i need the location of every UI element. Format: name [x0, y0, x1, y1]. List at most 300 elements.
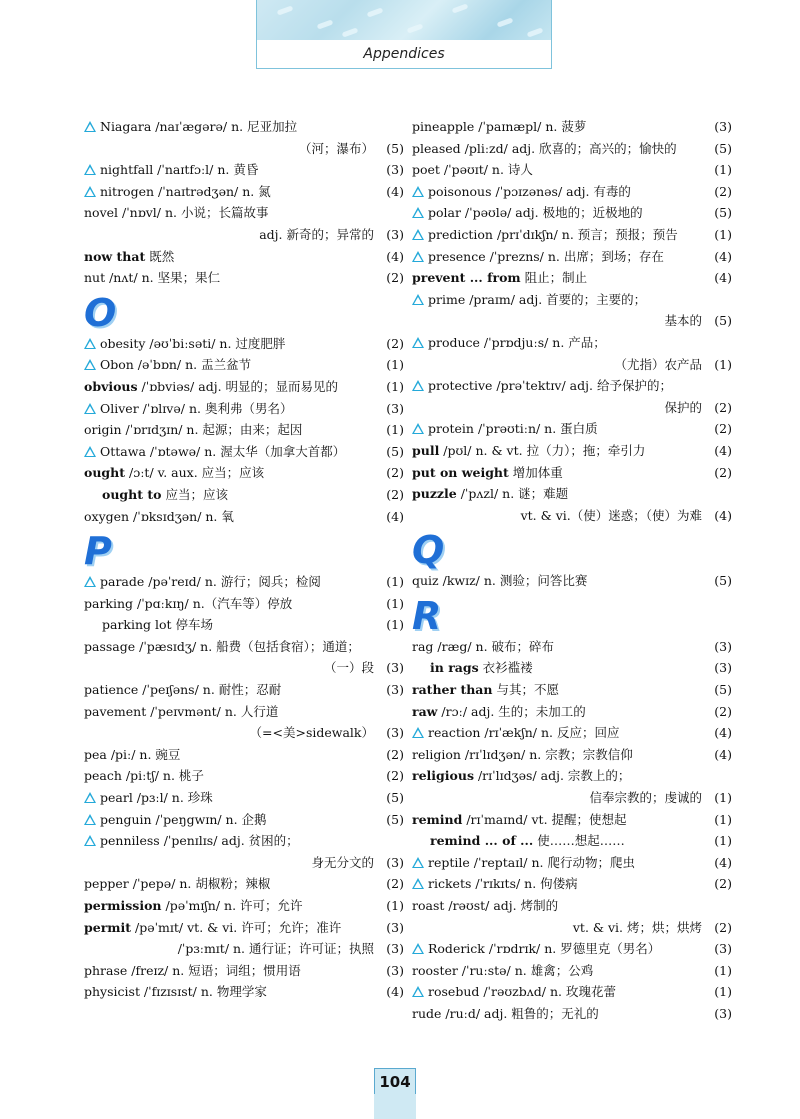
entry-definition: penniless /ˈpenɪlɪs/ adj. 贫困的；: [100, 833, 299, 849]
glossary-entry: [84, 571, 404, 593]
triangle-marker-icon: [412, 207, 424, 218]
entry-text: [311, 852, 374, 874]
entry-text: [412, 809, 627, 831]
triangle-marker-icon: [412, 878, 424, 889]
entry-text: [299, 138, 374, 160]
glossary-entry: [84, 593, 404, 615]
entry-text: [412, 1003, 599, 1025]
entry-text: [84, 441, 345, 463]
entry-text: [84, 765, 204, 787]
glossary-entry: [412, 1003, 732, 1025]
entry-text: [84, 917, 341, 939]
page-header: [256, 0, 552, 69]
entry-text: [178, 938, 374, 960]
entry-unit-number: (2): [714, 876, 732, 892]
entry-headword: pull: [412, 442, 440, 458]
entry-definition: parking lot 停车场: [102, 617, 214, 633]
entry-text: [412, 418, 598, 440]
entry-definition: novel /ˈnɒvl/ n. 小说；长篇故事: [84, 205, 269, 221]
glossary-entry: [84, 419, 404, 441]
entry-definition: 基本的: [664, 313, 702, 329]
entry-unit-number: (1): [386, 898, 404, 913]
entry-text: [412, 981, 616, 1003]
entry-definition: （河；瀑布）: [298, 140, 374, 156]
glossary-entry: [412, 830, 732, 852]
entry-unit-number: (2): [714, 464, 732, 480]
entry-text: [412, 852, 635, 874]
triangle-marker-icon: [84, 186, 96, 197]
triangle-marker-icon: [84, 446, 96, 457]
entry-definition: 与其；不愿: [492, 682, 559, 698]
entry-text: [84, 202, 268, 224]
entry-text: [412, 289, 646, 311]
entry-headword: obvious: [84, 378, 138, 394]
entry-unit-number: (3): [386, 660, 404, 676]
glossary-entry: [412, 418, 732, 440]
entry-unit-number: (1): [714, 984, 732, 1000]
entry-definition: /ˈpɜːmɪt/ n. 通行证；许可证；执照: [177, 941, 374, 957]
glossary-entry: [84, 398, 404, 420]
glossary-entry: [84, 701, 404, 723]
entry-text: [84, 895, 303, 917]
entry-definition: peach /piːtʃ/ n. 桃子: [84, 768, 204, 784]
glossary-entry: [412, 440, 732, 462]
entry-text: [84, 398, 292, 420]
entry-definition: rosebud /ˈrəʊzbʌd/ n. 玫瑰花蕾: [428, 984, 616, 1000]
entry-unit-number: (3): [386, 226, 404, 242]
entry-text: [84, 960, 301, 982]
entry-definition: （尤指）农产品: [614, 356, 702, 372]
glossary-entry: [84, 484, 404, 506]
entry-definition: 使……想起……: [533, 833, 625, 849]
entry-unit-number: (1): [714, 962, 732, 978]
entry-definition: /pʊl/ n. & vt. 拉（力）；拖；牵引力: [439, 442, 646, 458]
triangle-marker-icon: [412, 943, 424, 954]
entry-unit-number: (1): [714, 356, 732, 372]
entry-headword: remind ... of ...: [430, 833, 534, 849]
triangle-marker-icon: [412, 294, 424, 305]
entry-unit-number: (2): [386, 486, 404, 502]
entry-definition: reptile /ˈreptaɪl/ n. 爬行动物；爬虫: [428, 854, 635, 870]
glossary-entry: [84, 679, 404, 701]
entry-definition: /ɔːt/ v. aux. 应当；应该: [125, 465, 265, 481]
glossary-entry: [84, 917, 404, 939]
entry-unit-number: (4): [386, 248, 404, 264]
glossary-entry: [412, 852, 732, 874]
entry-text: [412, 744, 633, 766]
triangle-marker-icon: [84, 359, 96, 370]
glossary-entry: [412, 765, 732, 787]
glossary-entry: [412, 462, 732, 484]
entry-unit-number: (1): [386, 378, 404, 394]
entry-definition: pepper /ˈpepə/ n. 胡椒粉；辣椒: [84, 876, 271, 892]
entry-definition: quiz /kwɪz/ n. 测验；问答比赛: [412, 573, 588, 589]
entry-definition: /rɪˈlɪdʒəs/ adj. 宗教上的；: [474, 768, 631, 784]
glossary-entry: [412, 917, 732, 939]
glossary-entry: [84, 873, 404, 895]
entry-text: [84, 809, 267, 831]
glossary-entry: [84, 787, 404, 809]
entry-unit-number: (4): [714, 248, 732, 264]
glossary-entry: [84, 636, 404, 658]
entry-text: [84, 593, 292, 615]
entry-unit-number: (3): [386, 941, 404, 957]
glossary-entry: [84, 354, 404, 376]
entry-text: [84, 376, 338, 398]
triangle-marker-icon: [412, 857, 424, 868]
entry-text: [521, 505, 702, 527]
entry-unit-number: (5): [386, 790, 404, 806]
triangle-marker-icon: [84, 403, 96, 414]
section-letter-text: O: [84, 290, 117, 335]
entry-unit-number: (3): [386, 919, 404, 935]
entry-headword: religious: [412, 768, 474, 784]
entry-definition: poet /ˈpəʊɪt/ n. 诗人: [412, 162, 533, 178]
entry-definition: patience /ˈpeɪʃəns/ n. 耐性；忍耐: [84, 682, 282, 698]
entry-text: [84, 571, 321, 593]
entry-unit-number: (5): [714, 573, 732, 589]
entry-unit-number: (1): [386, 422, 404, 438]
section-letter: [412, 526, 732, 573]
entry-definition: 应当；应该: [161, 486, 228, 502]
triangle-marker-icon: [84, 835, 96, 846]
entry-headword: rather than: [412, 682, 493, 698]
glossary-entry: [412, 354, 732, 376]
glossary-entry: [412, 159, 732, 181]
entry-headword: in rags: [430, 660, 479, 676]
entry-unit-number: (2): [386, 876, 404, 892]
entry-definition: origin /ˈɒrɪdʒɪn/ n. 起源；由来；起因: [84, 422, 303, 438]
triangle-marker-icon: [412, 380, 424, 391]
entry-unit-number: (3): [714, 941, 732, 957]
glossary-entry: [84, 809, 404, 831]
entry-definition: （=<美>sidewalk）: [249, 725, 374, 741]
glossary-entry: [84, 744, 404, 766]
glossary-entry: [412, 332, 732, 354]
entry-text: [84, 636, 360, 658]
glossary-entry: [412, 202, 732, 224]
entry-definition: nitrogen /ˈnaɪtrədʒən/ n. 氮: [100, 183, 271, 199]
glossary-entry: [412, 722, 732, 744]
entry-unit-number: (2): [386, 746, 404, 762]
entry-definition: reaction /rɪˈækʃn/ n. 反应；回应: [428, 725, 620, 741]
entry-text: [614, 354, 702, 376]
section-letter: [84, 289, 404, 333]
entry-definition: pearl /pɜːl/ n. 珍珠: [100, 790, 213, 806]
entry-text: [412, 224, 678, 246]
entry-definition: nightfall /ˈnaɪtfɔːl/ n. 黄昏: [100, 162, 259, 178]
entry-unit-number: (1): [714, 162, 732, 178]
entry-definition: roast /rəʊst/ adj. 烤制的: [412, 898, 559, 913]
entry-definition: /pəˈmɪt/ vt. & vi. 许可；允许；准许: [131, 919, 342, 935]
section-letter-text: Q: [412, 528, 445, 573]
glossary-entry: [412, 657, 732, 679]
entry-definition: adj. 新奇的；异常的: [259, 226, 374, 242]
glossary-entry: [84, 852, 404, 874]
glossary-entry: [84, 376, 404, 398]
entry-text: [412, 636, 554, 658]
entry-unit-number: (5): [386, 811, 404, 827]
glossary-entry: [84, 506, 404, 528]
entry-text: [412, 332, 606, 354]
entry-definition: protein /ˈprəʊtiːn/ n. 蛋白质: [428, 421, 598, 437]
entry-definition: 既然: [145, 248, 175, 264]
glossary-entry: [412, 181, 732, 203]
entry-headword: put on weight: [412, 464, 509, 480]
triangle-marker-icon: [412, 186, 424, 197]
entry-text: [589, 787, 702, 809]
entry-unit-number: (4): [714, 854, 732, 870]
entry-definition: rickets /ˈrɪkɪts/ n. 佝偻病: [428, 876, 578, 892]
entry-text: [573, 917, 702, 939]
entry-unit-number: (2): [714, 421, 732, 437]
glossary-entry: [412, 289, 732, 311]
glossary-entry: [412, 570, 732, 592]
entry-definition: penguin /ˈpeŋgwɪn/ n. 企鹅: [100, 811, 267, 827]
entry-definition: 信奉宗教的；虔诚的: [589, 790, 702, 806]
entry-definition: rag /ræg/ n. 破布；碎布: [412, 638, 555, 654]
section-letter-text: R: [412, 593, 442, 638]
glossary-entry: [412, 246, 732, 268]
glossary-entry: [412, 960, 732, 982]
glossary-entry: [412, 981, 732, 1003]
glossary-entry: [84, 159, 404, 181]
header-title: Appendices: [363, 46, 445, 62]
entry-definition: polar /ˈpəʊlə/ adj. 极地的；近极地的: [428, 205, 643, 221]
entry-text: [412, 679, 559, 701]
glossary-entry: [84, 224, 404, 246]
entry-definition: /ˈɒbviəs/ adj. 明显的；显而易见的: [137, 378, 339, 394]
entry-unit-number: (4): [386, 984, 404, 1000]
entry-text: [84, 267, 220, 289]
entry-definition: /rɔː/ adj. 生的；未加工的: [437, 703, 586, 719]
entry-definition: 衣衫褴褛: [478, 660, 533, 676]
entry-headword: permission: [84, 898, 162, 913]
entry-text: [84, 333, 285, 355]
entry-definition: （一）段: [323, 660, 374, 676]
entry-unit-number: (5): [714, 205, 732, 221]
glossary-entry: [84, 181, 404, 203]
entry-definition: /ˈpʌzl/ n. 谜；难题: [456, 486, 569, 502]
glossary-entry: [84, 333, 404, 355]
glossary-entry: [412, 938, 732, 960]
entry-unit-number: (2): [714, 919, 732, 935]
glossary-entry: [412, 224, 732, 246]
entry-unit-number: (1): [386, 357, 404, 373]
glossary-entry: [84, 765, 404, 787]
entry-definition: rooster /ˈruːstə/ n. 雄禽；公鸡: [412, 962, 594, 978]
entry-text: [412, 138, 677, 160]
entry-unit-number: (5): [714, 682, 732, 698]
entry-unit-number: (1): [386, 595, 404, 611]
entry-headword: ought to: [102, 486, 162, 502]
entry-unit-number: (2): [714, 183, 732, 199]
entry-text: [412, 116, 586, 138]
glossary-entry: [412, 116, 732, 138]
glossary-entry: [84, 830, 404, 852]
glossary-entry: [412, 505, 732, 527]
glossary-entry: [412, 397, 732, 419]
glossary-entry: [412, 701, 732, 723]
entry-unit-number: (3): [714, 1005, 732, 1021]
entry-text: [84, 506, 234, 528]
entry-text: [412, 375, 672, 397]
entry-definition: parking /ˈpɑːkɪŋ/ n.（汽车等）停放: [84, 595, 293, 611]
entry-unit-number: (5): [386, 443, 404, 459]
entry-text: [412, 570, 587, 592]
entry-text: [412, 159, 533, 181]
entry-text: [84, 354, 251, 376]
triangle-marker-icon: [84, 576, 96, 587]
glossary-entry: [412, 787, 732, 809]
entry-text: [84, 419, 302, 441]
section-letter: [412, 592, 732, 636]
glossary-column-left: [84, 116, 404, 1003]
entry-text: [259, 224, 374, 246]
entry-unit-number: (3): [386, 682, 404, 698]
section-letter-text: P: [84, 529, 112, 574]
entry-definition: Ottawa /ˈɒtəwə/ n. 渥太华（加拿大首都）: [100, 443, 346, 459]
entry-unit-number: (3): [386, 962, 404, 978]
triangle-marker-icon: [412, 229, 424, 240]
glossary-entry: [84, 267, 404, 289]
entry-definition: vt. & vi.（使）迷惑；（使）为难: [520, 507, 702, 523]
entry-headword: now that: [84, 248, 146, 264]
glossary-entry: [412, 138, 732, 160]
entry-text: [84, 159, 258, 181]
entry-definition: presence /ˈprezns/ n. 出席；到场；存在: [428, 248, 664, 264]
entry-unit-number: (5): [714, 140, 732, 156]
entry-unit-number: (4): [386, 508, 404, 524]
entry-unit-number: (2): [386, 270, 404, 286]
entry-text: [84, 830, 299, 852]
entry-unit-number: (3): [386, 400, 404, 416]
entry-unit-number: (5): [714, 313, 732, 329]
glossary-entry: [412, 310, 732, 332]
entry-unit-number: (4): [714, 725, 732, 741]
entry-definition: religion /rɪˈlɪdʒən/ n. 宗教；宗教信仰: [412, 746, 633, 762]
entry-text: [664, 310, 702, 332]
entry-definition: Niagara /naɪˈægərə/ n. 尼亚加拉: [100, 119, 298, 134]
entry-text: [84, 981, 267, 1003]
glossary-entry: [84, 441, 404, 463]
entry-unit-number: (4): [386, 183, 404, 199]
triangle-marker-icon: [412, 423, 424, 434]
entry-unit-number: (1): [714, 811, 732, 827]
glossary-entry: [84, 202, 404, 224]
page-number: 104: [374, 1068, 416, 1096]
glossary-entry: [84, 722, 404, 744]
entry-text: [84, 246, 174, 268]
triangle-marker-icon: [84, 121, 96, 132]
entry-text: [412, 246, 664, 268]
header-decoration: [257, 0, 551, 40]
entry-definition: Obon /əˈbɒn/ n. 盂兰盆节: [100, 357, 252, 373]
entry-text: [102, 484, 228, 506]
entry-headword: prevent ... from: [412, 270, 521, 286]
entry-headword: remind: [412, 811, 463, 827]
entry-text: [412, 960, 593, 982]
entry-headword: puzzle: [412, 486, 457, 502]
entry-text: [412, 267, 587, 289]
entry-text: [84, 744, 180, 766]
triangle-marker-icon: [412, 727, 424, 738]
glossary-entry: [412, 375, 732, 397]
entry-unit-number: (2): [386, 335, 404, 351]
entry-unit-number: (5): [386, 140, 404, 156]
entry-unit-number: (1): [714, 790, 732, 806]
entry-text: [84, 679, 281, 701]
entry-definition: rude /ruːd/ adj. 粗鲁的；无礼的: [412, 1005, 599, 1021]
entry-unit-number: (1): [714, 226, 732, 242]
entry-unit-number: (4): [714, 442, 732, 458]
glossary-entry: [84, 246, 404, 268]
glossary-entry: [84, 657, 404, 679]
glossary-entry: [412, 809, 732, 831]
entry-definition: 增加体重: [508, 464, 563, 480]
entry-definition: pleased /pliːzd/ adj. 欣喜的；高兴的；愉快的: [412, 140, 677, 156]
entry-definition: pavement /ˈpeɪvmənt/ n. 人行道: [84, 703, 279, 719]
entry-text: [430, 830, 625, 852]
entry-unit-number: (3): [386, 854, 404, 870]
entry-definition: prime /praɪm/ adj. 首要的；主要的；: [428, 291, 647, 307]
entry-definition: phrase /freɪz/ n. 短语；词组；惯用语: [84, 962, 301, 978]
entry-unit-number: (1): [386, 617, 404, 633]
entry-text: [412, 701, 586, 723]
triangle-marker-icon: [412, 337, 424, 348]
section-letter: [84, 527, 404, 574]
entry-unit-number: (3): [386, 162, 404, 178]
entry-text: [324, 657, 374, 679]
entry-text: [412, 873, 578, 895]
entry-unit-number: (3): [714, 638, 732, 654]
entry-definition: poisonous /ˈpɔɪzənəs/ adj. 有毒的: [428, 183, 631, 199]
glossary-entry: [412, 483, 732, 505]
glossary-entry: [84, 614, 404, 636]
entry-unit-number: (2): [714, 399, 732, 415]
entry-text: [412, 483, 568, 505]
entry-text: [412, 202, 643, 224]
triangle-marker-icon: [84, 792, 96, 803]
glossary-entry: [412, 267, 732, 289]
triangle-marker-icon: [412, 251, 424, 262]
entry-unit-number: (3): [714, 660, 732, 676]
entry-unit-number: (4): [714, 507, 732, 523]
entry-text: [84, 116, 297, 138]
entry-headword: permit: [84, 919, 132, 935]
glossary-entry: [412, 895, 732, 917]
entry-unit-number: (4): [714, 270, 732, 286]
entry-definition: pineapple /ˈpaɪnæpl/ n. 菠萝: [412, 119, 587, 134]
entry-text: [84, 873, 270, 895]
glossary-column-right: [412, 116, 732, 1025]
entry-definition: produce /ˈprɒdjuːs/ n. 产品；: [428, 334, 606, 350]
entry-unit-number: (2): [386, 465, 404, 481]
entry-text: [102, 614, 213, 636]
entry-text: [250, 722, 374, 744]
page-number-strip: [374, 1094, 416, 1119]
entry-unit-number: (2): [714, 703, 732, 719]
entry-text: [412, 765, 630, 787]
entry-text: [412, 895, 558, 917]
entry-text: [664, 397, 702, 419]
entry-text: [412, 440, 645, 462]
triangle-marker-icon: [84, 814, 96, 825]
entry-unit-number: (1): [386, 574, 404, 590]
entry-definition: 保护的: [664, 399, 702, 415]
entry-headword: raw: [412, 703, 438, 719]
entry-definition: 阻止；制止: [520, 270, 588, 286]
